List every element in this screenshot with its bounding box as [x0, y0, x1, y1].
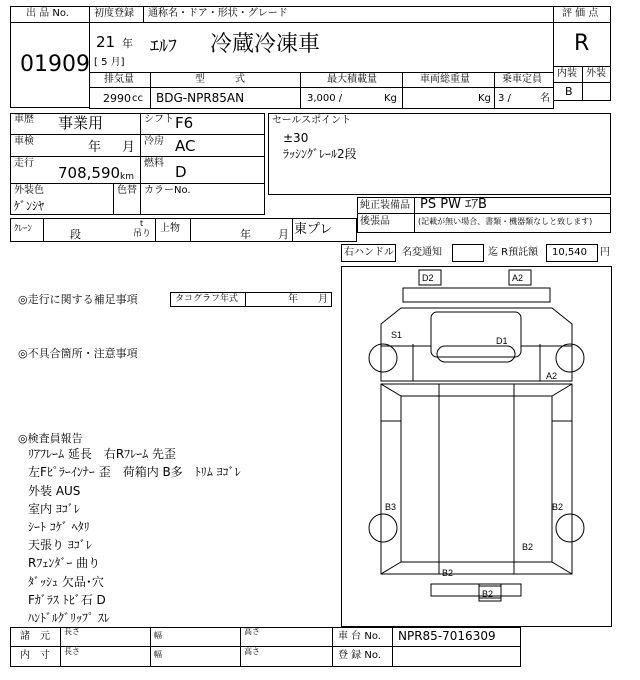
inspector-line: ﾀﾞｯｼｭ 欠品･穴 — [28, 575, 104, 589]
retrofit-note: (記載が無い場合、書類・機器類なしと致します) — [418, 217, 593, 226]
diagram-mark: B2 — [442, 568, 454, 578]
model-desc-label: 通称名・ドア・形状・グレード — [148, 8, 288, 19]
displacement-unit: cc — [132, 93, 143, 104]
details-box — [10, 113, 265, 215]
interior-label: 内装 — [557, 68, 577, 79]
max-load-unit: Kg — [384, 93, 397, 104]
fuel-label: 燃料 — [144, 158, 164, 169]
inspector-line: 左Fﾋﾟﾗｰｲﾝﾅｰ 歪 荷箱内 B多 ﾄﾘﾑ ﾖｺﾞﾚ — [28, 465, 241, 479]
inspector-line: 天張り ﾖｺﾞﾚ — [28, 538, 92, 552]
capacity-unit: 名 — [540, 93, 550, 104]
mark-box-1 — [452, 244, 484, 262]
std-equipment: PS PW ｴｱB — [420, 197, 487, 212]
capacity: 3 / — [498, 93, 511, 104]
name-change: 名変通知 — [402, 247, 442, 258]
color-label: 色替 — [117, 185, 137, 196]
rhd: 右ハンドル — [344, 247, 394, 258]
crane-label: ｸﾚｰﾝ — [14, 224, 33, 234]
diagram-mark: A2 — [546, 371, 558, 381]
score-label: 評 価 点 — [562, 8, 599, 19]
max-load-label: 最大積載量 — [327, 74, 377, 85]
body-maker: 東プレ — [294, 222, 333, 237]
diagram-mark: B2 — [482, 589, 494, 599]
length-label: 長さ — [64, 627, 80, 636]
body-label: 上物 — [160, 223, 180, 234]
chassis-label: 車 台 No. — [338, 631, 381, 642]
year-unit: 年 — [122, 37, 133, 50]
inspection-year: 年 — [88, 140, 102, 155]
deposit: 10,540 — [552, 247, 587, 258]
diagram-mark: A2 — [512, 273, 524, 283]
color-no-label: カラーNo. — [144, 185, 191, 196]
diagram-mark: B3 — [385, 502, 397, 512]
crane-stage: 段 — [70, 228, 81, 241]
inspector-line: 室内 ﾖｺﾞﾚ — [28, 502, 80, 516]
fuel: D — [175, 163, 187, 181]
shift-label: シフト — [144, 114, 174, 125]
body-month: 月 — [278, 228, 289, 241]
diagram-mark: D1 — [496, 336, 508, 346]
defect-title: ◎不具合箇所・注意事項 — [18, 347, 138, 360]
sales-point-line: ﾗｯｼﾝｸﾞﾚｰﾙ2段 — [283, 147, 357, 161]
model: BDG-NPR85AN — [156, 91, 245, 105]
inspector-line: ｼｰﾄ ｺｹﾞ ﾍﾀﾘ — [28, 520, 90, 534]
inspector-title: ◎検査員報告 — [18, 432, 83, 445]
gvw-unit: Kg — [478, 93, 491, 104]
inspector-line: Fｶﾞﾗｽ ﾄﾋﾞ石 D — [28, 593, 106, 607]
ext-color-label: 外装色 — [14, 185, 44, 196]
crane-hang: 吊り — [133, 229, 152, 239]
height-label: 高さ — [244, 627, 260, 636]
inspection-month: 月 — [122, 140, 136, 155]
max-load: 3,000 / — [307, 93, 343, 104]
car-type: 冷蔵冷凍車 — [210, 32, 321, 57]
mileage: 708,590 — [58, 164, 121, 182]
tachograph-label: タコグラフ年式 — [175, 294, 239, 304]
model-label: 型 式 — [195, 74, 245, 85]
inspector-line: ﾊﾝﾄﾞﾙｸﾞﾘｯﾌﾟ ｽﾚ — [28, 611, 110, 625]
width-label: 幅 — [154, 650, 162, 659]
first-reg-label: 初度登録 — [94, 8, 134, 19]
mileage-unit: km — [120, 172, 134, 182]
car-name: ｴﾙﾌ — [150, 36, 177, 57]
supplement-title: ◎走行に関する補足事項 — [18, 293, 138, 306]
history: 事業用 — [58, 114, 104, 132]
yen: 円 — [600, 247, 610, 258]
displacement-label: 排気量 — [104, 74, 134, 85]
lot-no: 01909 — [20, 52, 90, 77]
lot-no-label: 出 品 No. — [26, 8, 69, 19]
retrofit-label: 後張品 — [360, 216, 390, 227]
ac-label: 冷房 — [144, 136, 164, 147]
vehicle-diagram — [341, 266, 612, 627]
interior-score: B — [565, 85, 573, 98]
sales-point-line: ±30 — [283, 131, 309, 145]
diagram-mark: B2 — [522, 542, 534, 552]
dims-label: 諸 元 — [20, 631, 50, 642]
exterior-label: 外装 — [586, 68, 606, 79]
mileage-label: 走行 — [14, 158, 34, 169]
inspector-line: Rﾌｪﾝﾀﾞｰ 曲り — [28, 556, 101, 570]
inner-label: 内 寸 — [20, 650, 50, 661]
height-label: 高さ — [244, 647, 260, 656]
year: 21 — [96, 33, 116, 51]
month: [ 5 月] — [94, 57, 125, 68]
history-label: 車歴 — [14, 114, 34, 125]
displacement: 2990 — [103, 92, 131, 105]
diagram-mark: D2 — [422, 273, 434, 283]
ext-color: ｹﾞﾝｼﾔ — [14, 199, 45, 213]
diagram-mark: B2 — [552, 502, 564, 512]
tacho-month: 月 — [318, 294, 328, 305]
capacity-label: 乗車定員 — [502, 74, 542, 85]
body-year: 年 — [240, 228, 251, 241]
sales-points-label: セールスポイント — [272, 115, 352, 126]
crane-ton: t — [140, 219, 144, 228]
inspection-label: 車検 — [14, 136, 34, 147]
diagram-mark: S1 — [391, 330, 403, 340]
reg-label: 登 録 No. — [338, 650, 381, 661]
tacho-year: 年 — [288, 294, 298, 305]
gvw-label: 車両総重量 — [420, 74, 470, 85]
length-label: 長さ — [64, 647, 80, 656]
mileage-note: 迄 R預託額 — [488, 247, 539, 258]
std-equipment-label: 純正装備品 — [360, 200, 410, 211]
shift: F6 — [175, 114, 194, 132]
inspector-line: ﾘｱﾌﾚｰﾑ 延長 右Rﾌﾚｰﾑ 先歪 — [28, 447, 176, 461]
ac: AC — [175, 137, 196, 155]
chassis-no: NPR85-7016309 — [398, 629, 496, 643]
score: R — [574, 31, 590, 56]
inspector-line: 外装 AUS — [28, 484, 81, 498]
width-label: 幅 — [154, 631, 162, 640]
